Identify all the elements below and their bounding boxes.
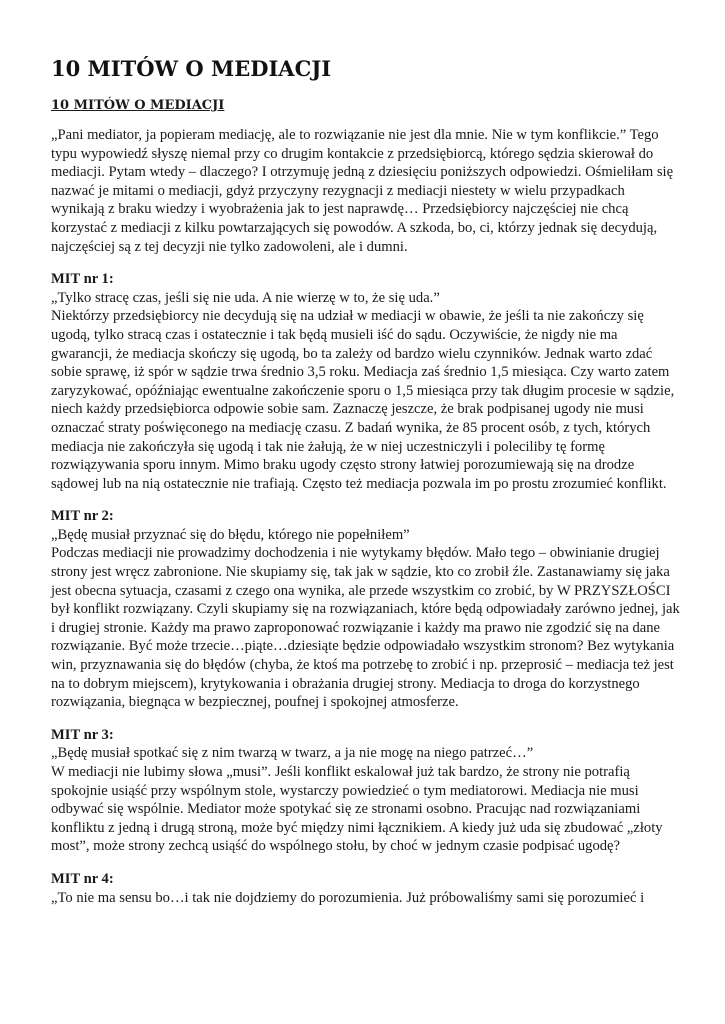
myth-section-2 — [51, 507, 681, 712]
myth-body: Podczas mediacji nie prowadzimy dochodzenia i nie wytykamy błędów. Mało tego – obwinianie drugiej strony jest wręcz zabronione. Nie skupiamy się, tak jak w sądzie, kto co zrobił źle. Zastanawiamy się jaka jest obecna sytuacja, czasami z czego ona wynika, ale przede wszystkim co zrobić, by W PRZYSZŁOŚCI był konflikt rozwiązany. Czyli skupiamy się na rozwiązaniach, które będą odpowiadały zarówno jednej, jak i drugiej stronie. Każdy ma prawo zaproponować rozwiązanie i każdy ma prawo nie zgodzić się na dane rozwiązanie. Być może trzecie…piąte…dziesiąte będzie odpowiadało wszystkim stronom? Bez wytykania win, przyznawania się do błędów (chyba, że ktoś ma potrzebę to zrobić i np. przeprosić – mediacja też jest na to dobrym miejscem), krytykowania i obrażania drugiej strony. Mediacja to droga do korzystnego rozwiązania, biegnąca w bezpiecznej, poufnej i spokojnej atmosferze. — [51, 545, 680, 711]
document-subtitle: 10 MITÓW O MEDIACJI — [51, 98, 225, 113]
myth-section-3 — [51, 726, 681, 856]
myth-title: MIT nr 2: — [51, 508, 114, 525]
myth-section-1 — [51, 270, 681, 493]
myth-body: W mediacji nie lubimy słowa „musi”. Jeśli konflikt eskalował już tak bardzo, że strony nie potrafią spokojnie usiąść przy wspólnym stole, wystarczy powiedzieć o tym mediatorowi. Mediacja nie musi odbywać się wspólnie. Mediator może spotykać się ze stronami osobno. Pracując nad rozwiązaniami konfliktu z jedną i drugą stroną, może być między nimi łącznikiem. A kiedy już uda się zbudować „złoty most”, może strony zechcą usiąść do wspólnego stołu, by choć w jednym czasie podpisać ugodę? — [51, 764, 663, 855]
myth-body: Niektórzy przedsiębiorcy nie decydują się na udział w mediacji w obawie, że jeśli ta nie zakończy się ugodą, tylko stracą czas i ostatecznie i tak będą musieli iść do sądu. Oczywiście, że nigdy nie ma gwarancji, że mediacja skończy się ugodą, bo ta zależy od bardzo wielu czynników. Jednak warto zdać sobie sprawę, iż spór w sądzie trwa średnio 3,5 roku. Mediacja zaś średnio 1,5 miesiąca. Czy warto zatem zaryzykować, opóźniając ewentualne zakończenie sporu o 1,5 miesiąca przy tak długim procesie w sądzie, niech każdy przedsiębiorca odpowie sobie sam. Zaznaczę jeszcze, że brak podpisanej ugody nie musi oznaczać straty poświęconego na mediację czasu. Z badań wynika, że 85 procent osób, z tych, których mediacja nie zakończyła się ugodą i tak nie żałują, że w niej uczestniczyli i poleciliby tę formę rozwiązywania sporu innym. Mimo braku ugody często strony łatwiej porozumiewają się na drodze sądowej lub na nią ostatecznie nie trafiają. Często też mediacja pozwala im po prostu zrozumieć konflikt. — [51, 308, 675, 492]
myth-title: MIT nr 3: — [51, 726, 114, 743]
myth-section-4 — [51, 870, 681, 907]
myth-quote: „Będę musiał przyznać się do błędu, którego nie popełniłem” — [51, 526, 410, 543]
myth-quote: „Tylko stracę czas, jeśli się nie uda. A nie wierzę w to, że się uda.” — [51, 289, 440, 306]
document-page — [51, 0, 681, 907]
myth-title: MIT nr 1: — [51, 271, 114, 288]
myth-quote: „To nie ma sensu bo…i tak nie dojdziemy do porozumienia. Już próbowaliśmy sami się porozumieć i — [51, 889, 645, 906]
page-title: 10 MITÓW O MEDIACJI — [51, 56, 332, 81]
myth-title: MIT nr 4: — [51, 870, 114, 887]
intro-paragraph: „Pani mediator, ja popieram mediację, ale to rozwiązanie nie jest dla mnie. Nie w tym konflikcie.” Tego typu wypowiedź słyszę niemal przy co drugim kontakcie z przedsiębiorcą, którego sędzia skierował do mediacji. Pytam wtedy – dlaczego? I otrzymuję jedną z dziesięciu poniższych odpowiedzi. Ośmieliłam się nazwać je mitami o mediacji, gdyż przyczyny rezygnacji z mediacji niestety w wielu przypadkach wynikają z braku wiedzy i wyobrażenia jak to jest naprawdę… Przedsiębiorcy najczęściej nie chcą korzystać z mediacji z kilku powtarzających się powodów. A szkoda, bo, ci, którzy jednak się decydują, najczęściej są z tej decyzji nie tylko zadowoleni, ale i dumni. — [51, 127, 674, 255]
myth-quote: „Będę musiał spotkać się z nim twarzą w twarz, a ja nie mogę na niego patrzeć…” — [51, 745, 534, 762]
